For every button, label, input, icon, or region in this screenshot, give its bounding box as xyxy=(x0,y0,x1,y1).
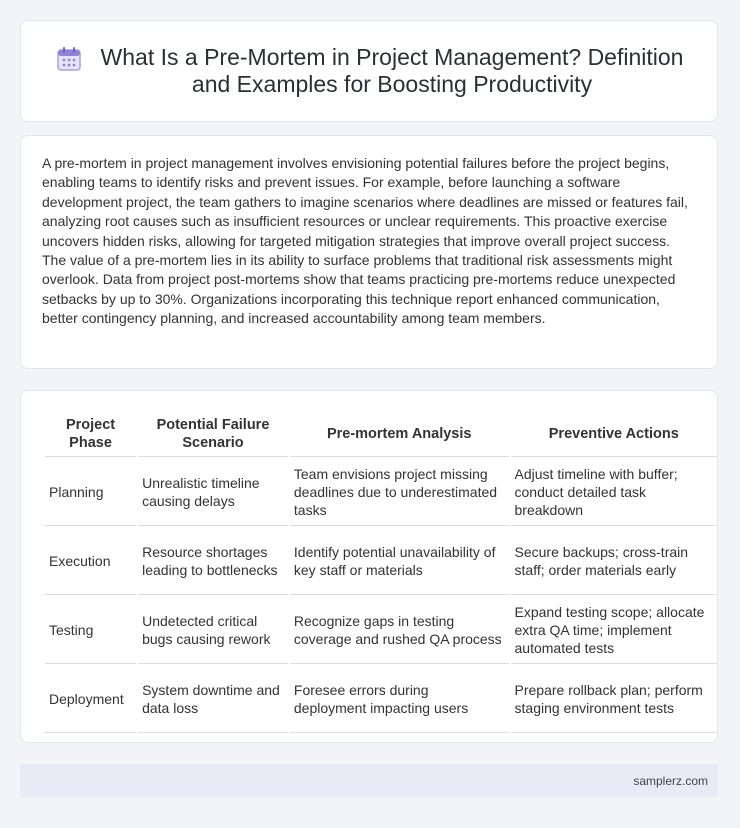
table-card xyxy=(20,390,718,743)
table-row xyxy=(45,528,717,595)
cell-analysis: Recognize gaps in testing coverage and rushed QA process xyxy=(290,597,509,664)
cell-scenario: Unrealistic timeline causing delays xyxy=(138,459,288,526)
cell-scenario: Undetected critical bugs causing rework xyxy=(138,597,288,664)
cell-actions: Expand testing scope; allocate extra QA time; implement automated tests xyxy=(511,597,717,664)
cell-scenario: Resource shortages leading to bottlenecks xyxy=(138,528,288,595)
table-row xyxy=(45,597,717,664)
cell-analysis: Identify potential unavailability of key staff or materials xyxy=(290,528,509,595)
table-row xyxy=(45,666,717,733)
header-preventive-actions: Preventive Actions xyxy=(511,412,717,457)
cell-analysis: Foresee errors during deployment impacting users xyxy=(290,666,509,733)
cell-analysis: Team envisions project missing deadlines due to underestimated tasks xyxy=(290,459,509,526)
calendar-icon xyxy=(55,45,83,73)
cell-actions: Secure backups; cross-train staff; order materials early xyxy=(511,528,717,595)
summary-paragraph: A pre-mortem in project management involves envisioning potential failures before the project begins, enabling teams to identify risks and prevent issues. For example, before launching a software development project, the team gathers to imagine scenarios where deadlines are missed or features fail, analyzing root causes such as insufficient resources or unclear requirements. This proactive exercise uncovers hidden risks, allowing for targeted mitigation strategies that improve overall project success. The value of a pre-mortem lies in its ability to surface problems that traditional risk assessments might overlook. Data from project post-mortems show that teams practicing pre-mortems reduce unexpected setbacks by up to 30%. Organizations incorporating this technique report enhanced communication, better contingency planning, and increased accountability among team members. xyxy=(42,155,688,327)
cell-scenario: System downtime and data loss xyxy=(138,666,288,733)
header-premortem-analysis: Pre-mortem Analysis xyxy=(290,412,509,457)
title-card xyxy=(20,20,718,122)
cell-phase: Execution xyxy=(45,528,136,595)
premortem-table xyxy=(43,410,719,735)
cell-phase: Planning xyxy=(45,459,136,526)
summary-card xyxy=(20,135,718,369)
cell-actions: Adjust timeline with buffer; conduct detailed task breakdown xyxy=(511,459,717,526)
header-project-phase: Project Phase xyxy=(45,412,136,457)
cell-phase: Deployment xyxy=(45,666,136,733)
page-title xyxy=(101,44,684,98)
header-failure-scenario: Potential Failure Scenario xyxy=(138,412,288,457)
page-title-line-2: and Examples for Boosting Productivity xyxy=(191,71,593,97)
footer-site-link[interactable]: samplerz.com xyxy=(633,773,708,788)
cell-actions: Prepare rollback plan; perform staging environment tests xyxy=(511,666,717,733)
page-title-line-1: What Is a Pre-Mortem in Project Management? Definition xyxy=(100,44,684,70)
footer-bar xyxy=(20,764,718,797)
table-row xyxy=(45,459,717,526)
cell-phase: Testing xyxy=(45,597,136,664)
table-header-row xyxy=(45,412,717,457)
